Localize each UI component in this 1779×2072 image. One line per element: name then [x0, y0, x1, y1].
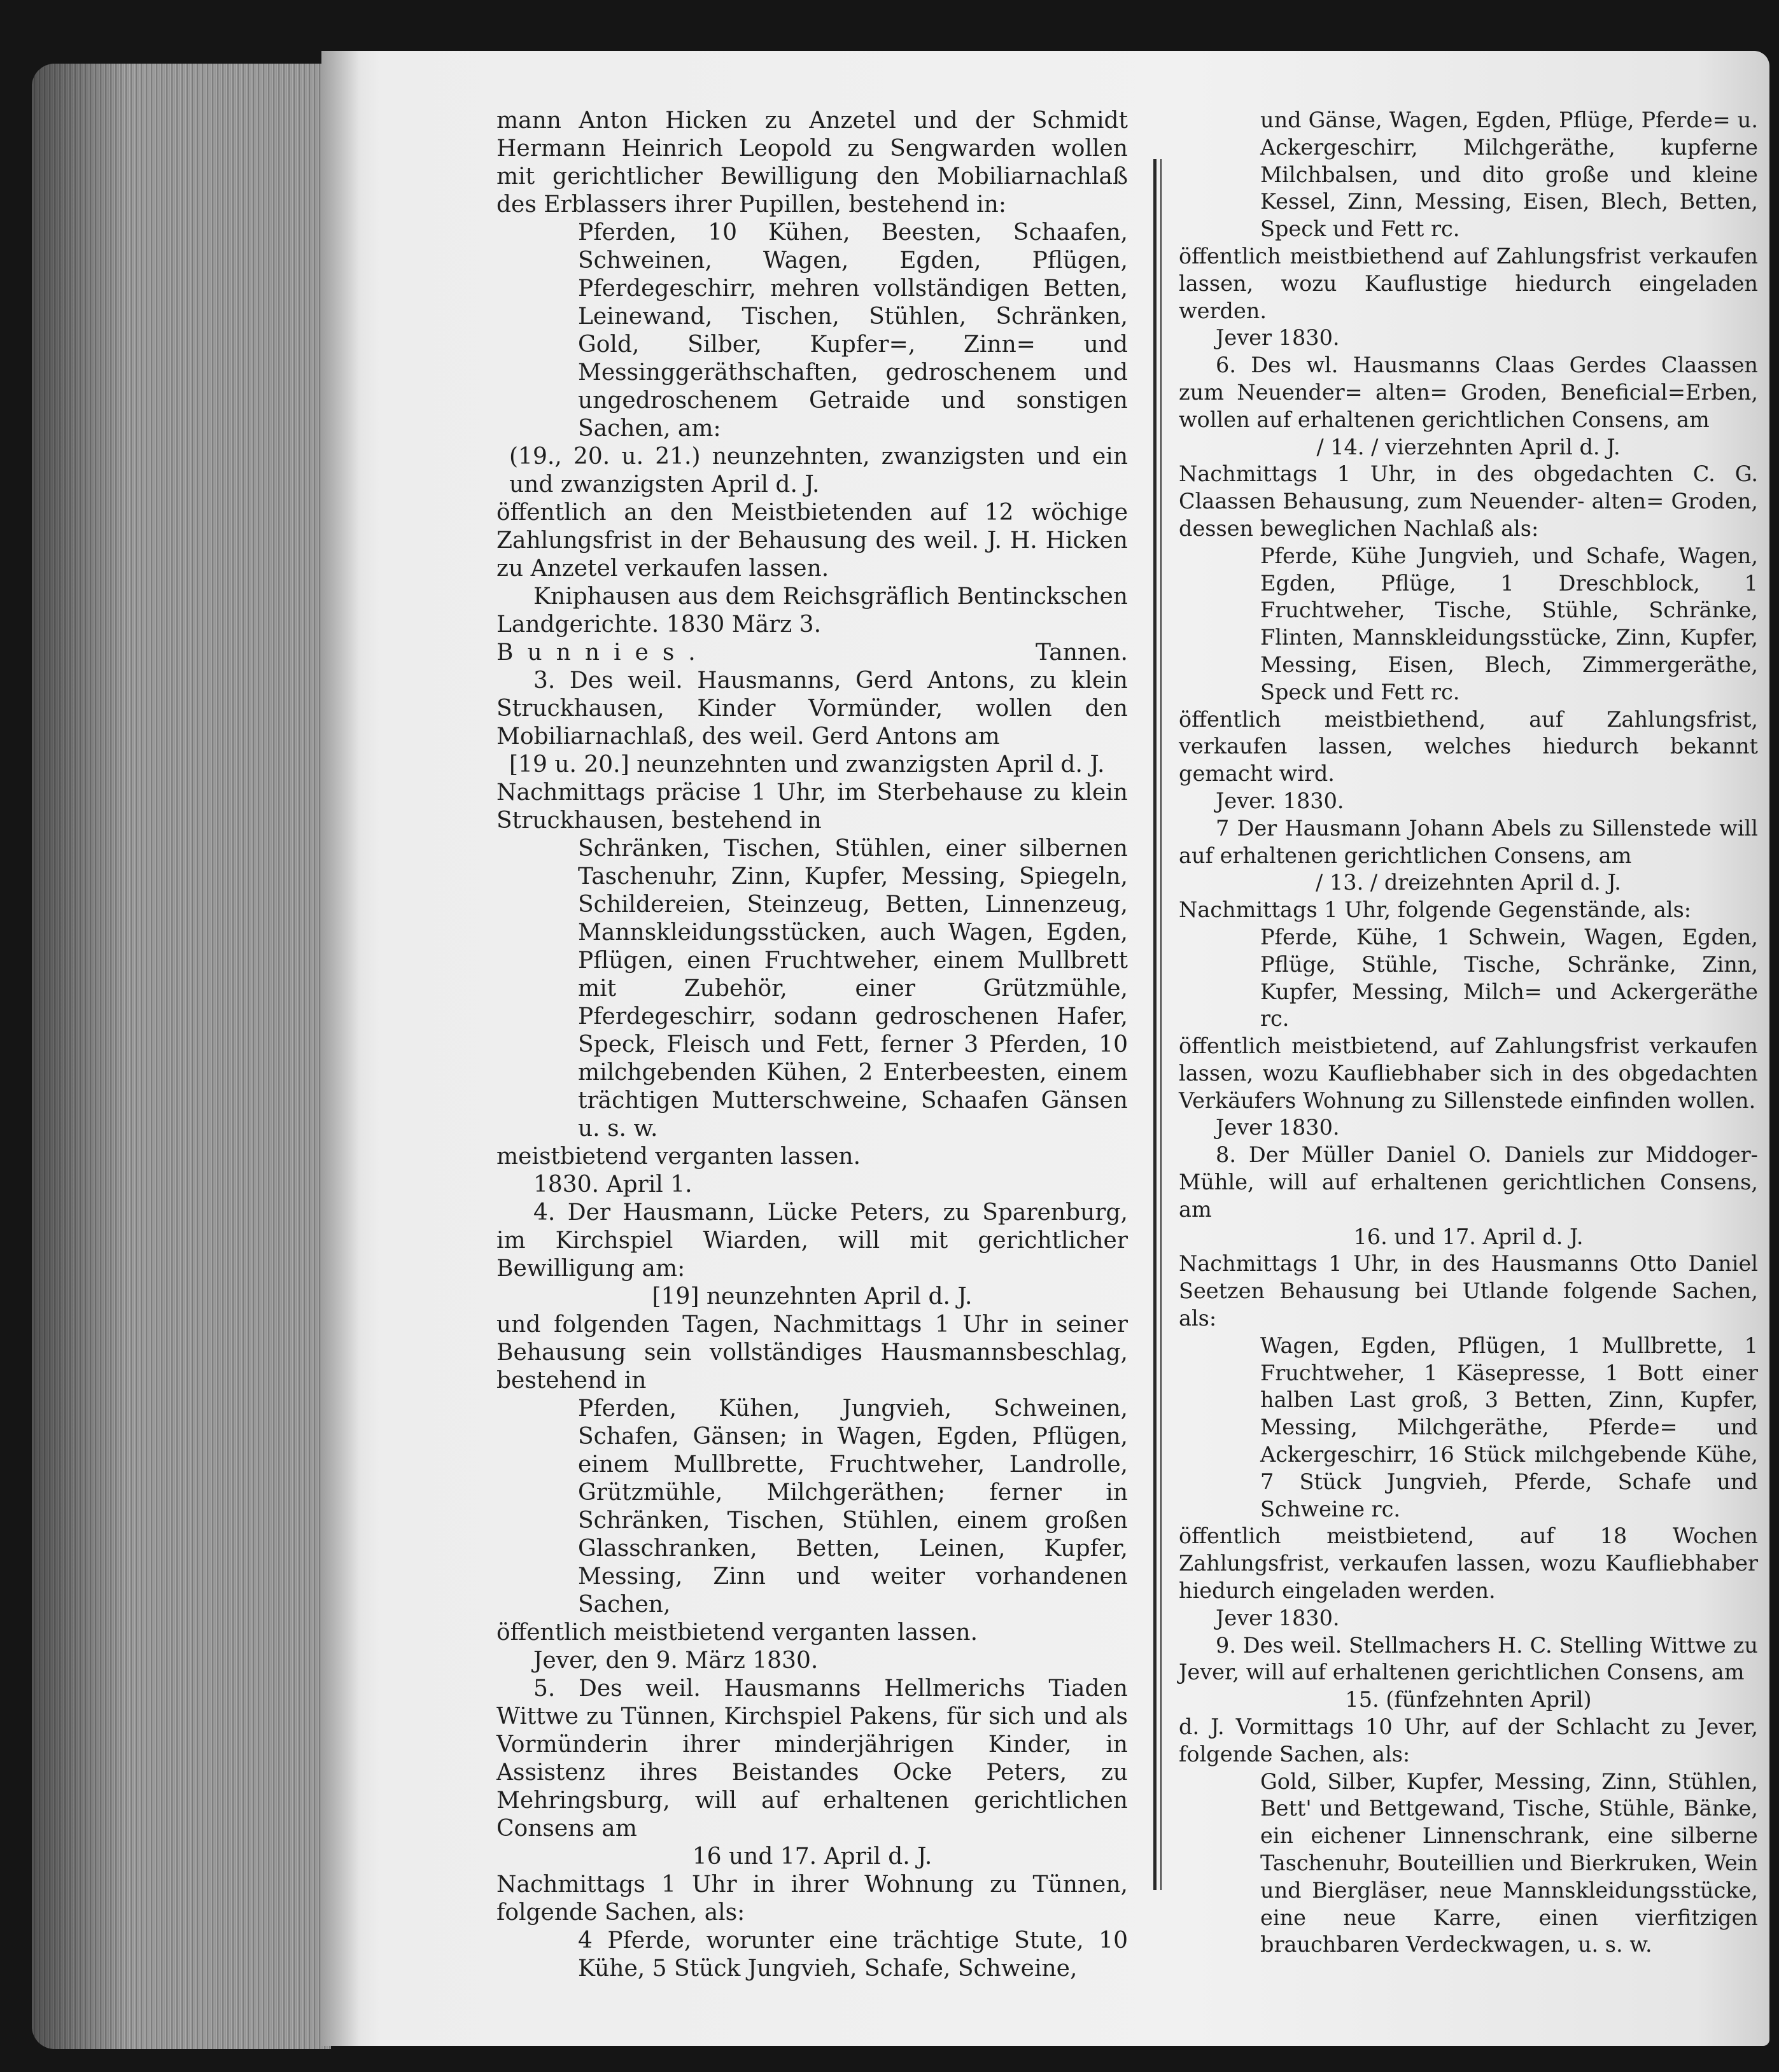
paragraph-indent: Jever, den 9. März 1830. [533, 1648, 819, 1674]
paragraph-sub: Gold, Silber, Kupfer, Messing, Zinn, Stühlen, Bett' und Bettgewand, Tische, Stühle, Bänke, ein eichener Linnenschrank, eine silberne Taschenuhr, Bouteillien und Bierkruken, Wein und Biergläser, neue Mannskleidungsstücke, eine neue Karre, einen vierfitzigen brauchbaren Verdeckwagen, u. s. w. [1260, 1768, 1758, 1957]
column-divider [1153, 159, 1157, 1890]
paragraph-indent: 5. Des weil. Hausmanns Hellmerichs Tiaden Wittwe zu Tünnen, Kirchspiel Pakens, für sich und als Vormünderin ihrer minderjährigen Kinder, in Assistenz ihres Beistandes Ocke Peters, zu Mehringsburg, will auf erhaltenen gerichtlichen Consens am [496, 1676, 1128, 1842]
paragraph-body: Nachmittags 1 Uhr, in des Hausmanns Otto Daniel Seetzen Behausung bei Utlande folgende Sachen, als: [1179, 1251, 1758, 1331]
paragraph-indent: 7 Der Hausmann Johann Abels zu Sillenstede will auf erhaltenen gerichtlichen Consens, am [1179, 815, 1758, 868]
paragraph-indent: 9. Des weil. Stellmachers H. C. Stelling Wittwe zu Jever, will auf erhaltenen gerichtlichen Consens, am [1179, 1632, 1758, 1685]
page-gutter-shadow [321, 51, 360, 2046]
paragraph-body: öffentlich meistbiethend auf Zahlungsfrist verkaufen lassen, wozu Kauflustige hiedurch eingeladen werden. [1179, 243, 1758, 323]
column-divider-thin [1160, 159, 1162, 1890]
left-column [496, 107, 1128, 1983]
paragraph-sub: Pferden, 10 Kühen, Beesten, Schaafen, Schweinen, Wagen, Egden, Pflügen, Pferdegeschirr, mehren vollständigen Betten, Leinewand, Tischen, Stühlen, Schränken, Gold, Silber, Kupfer=, Zinn= und Messinggeräthschaften, gedroschenem und ungedroschenem Getraide und sonstigen Sachen, am: [578, 220, 1128, 442]
paragraph-indent: Jever 1830. [1216, 1605, 1340, 1630]
paragraph-body: meistbietend verganten lassen. [496, 1144, 861, 1170]
paragraph-center: [19] neunzehnten April d. J. [652, 1284, 973, 1310]
paragraph-sub: und Gänse, Wagen, Egden, Pflüge, Pferde= u. Ackergeschirr, Milchgeräthe, kupferne Milchbalsen, und dito große und kleine Kessel, Zinn, Messing, Eisen, Blech, Betten, Speck und Fett rc. [1260, 108, 1758, 242]
paragraph-body: Nachmittags 1 Uhr, folgende Gegenstände, als: [1179, 897, 1692, 923]
right-column [1179, 107, 1758, 1959]
paragraph-center: / 13. / dreizehnten April d. J. [1316, 870, 1621, 895]
paragraph-body: Nachmittags 1 Uhr in ihrer Wohnung zu Tünnen, folgende Sachen, als: [496, 1872, 1128, 1926]
paragraph-sub: Wagen, Egden, Pflügen, 1 Mullbrette, 1 Fruchtweher, 1 Käsepresse, 1 Bott einer halben Last groß, 3 Betten, Zinn, Kupfer, Messing, Milchgeräthe, Pferde= und Ackergeschirr, 16 Stück milchgebende Kühe, 7 Stück Jungvieh, Pferde, Schafe und Schweine rc. [1260, 1333, 1758, 1522]
paragraph-body: öffentlich an den Meistbietenden auf 12 wöchige Zahlungsfrist in der Behausung des weil. J. H. Hicken zu Anzetel verkaufen lassen. [496, 500, 1128, 582]
paragraph-center: 16 und 17. April d. J. [692, 1844, 932, 1870]
paragraph-body: öffentlich meistbietend verganten lassen. [496, 1620, 978, 1646]
paragraph-center: 15. (fünfzehnten April) [1345, 1687, 1592, 1712]
heading-left: Bunnies. [496, 640, 710, 666]
paragraph-body: und folgenden Tagen, Nachmittags 1 Uhr in seiner Behausung sein vollständiges Hausmannsbeschlag, bestehend in [496, 1312, 1128, 1394]
paragraph-indent: 6. Des wl. Hausmanns Claas Gerdes Claassen zum Neuender= alten= Groden, Beneficial=Erben, wollen auf erhaltenen gerichtlichen Consens, am [1179, 353, 1758, 432]
paragraph-indent: 1830. April 1. [533, 1172, 693, 1198]
paragraph-body: öffentlich meistbiethend, auf Zahlungsfrist, verkaufen lassen, welches hiedurch bekannt gemacht wird. [1179, 706, 1758, 787]
place-heading [496, 639, 1128, 667]
paragraph-sub: Pferde, Kühe, 1 Schwein, Wagen, Egden, Pflüge, Stühle, Tische, Schränke, Zinn, Kupfer, Messing, Milch= und Ackergeräthe rc. [1260, 924, 1758, 1032]
paragraph-sub: Pferde, Kühe Jungvieh, und Schafe, Wagen, Egden, Pflüge, 1 Dreschblock, 1 Fruchtweher, Tische, Stühle, Schränke, Flinten, Mannskleidungsstücke, Zinn, Kupfer, Messing, Eisen, Blech, Zimmergeräthe, Speck und Fett rc. [1260, 543, 1758, 704]
paragraph-center: 16. und 17. April d. J. [1353, 1224, 1584, 1249]
paragraph-sub: Schränken, Tischen, Stühlen, einer silbernen Taschenuhr, Zinn, Kupfer, Messing, Spiegeln, Schildereien, Steinzeug, Betten, Linnenzeug, Mannskleidungsstücken, auch Wagen, Egden, Pflügen, einen Fruchtweher, einem Mullbrett mit Zubehör, einer Grützmühle, Pferdegeschirr, sodann gedroschenen Hafer, Speck, Fleisch und Fett, ferner 3 Pferden, 10 milchgebenden Kühen, 2 Enterbeesten, einem trächtigen Mutterschweine, Schaafen Gänsen u. s. w. [578, 836, 1128, 1142]
paragraph-sub: Pferden, Kühen, Jungvieh, Schweinen, Schafen, Gänsen; in Wagen, Egden, Pflügen, einem Mullbrette, Fruchtweher, Landrolle, Grützmühle, Milchgeräthen; ferner in Schränken, Tischen, Stühlen, einem großen Glasschranken, Betten, Leinen, Kupfer, Messing, Zinn und weiter vorhandenen Sachen, [578, 1396, 1128, 1618]
paragraph-indent: 3. Des weil. Hausmanns, Gerd Antons, zu klein Struckhausen, Kinder Vormünder, wollen den Mobiliarnachlaß, des weil. Gerd Antons am [496, 668, 1128, 750]
heading-right: Tannen. [1036, 640, 1128, 666]
paragraph-indent: Jever 1830. [1216, 1115, 1340, 1140]
paragraph-dates: (19., 20. u. 21.) neunzehnten, zwanzigsten und ein und zwanzigsten April d. J. [509, 444, 1128, 498]
paragraph-body: mann Anton Hicken zu Anzetel und der Schmidt Hermann Heinrich Leopold zu Sengwarden wollen mit gerichtlicher Bewilligung den Mobiliarnachlaß des Erblassers ihrer Pupillen, bestehend in: [496, 108, 1128, 218]
paragraph-indent: 8. Der Müller Daniel O. Daniels zur Middoger-Mühle, will auf erhaltenen gerichtlichen Consens, am [1179, 1142, 1758, 1222]
paragraph-center: / 14. / vierzehnten April d. J. [1316, 434, 1621, 459]
paragraph-indent: 4. Der Hausmann, Lücke Peters, zu Sparenburg, im Kirchspiel Wiarden, will mit gerichtlicher Bewilligung am: [496, 1200, 1128, 1282]
book-spine-shadow [32, 64, 127, 2049]
paragraph-indent: Jever 1830. [1216, 325, 1340, 351]
paragraph-sub: 4 Pferde, worunter eine trächtige Stute, 10 Kühe, 5 Stück Jungvieh, Schafe, Schweine, [578, 1928, 1128, 1982]
paragraph-dates: [19 u. 20.] neunzehnten und zwanzigsten April d. J. [509, 752, 1105, 778]
paragraph-body: Nachmittags 1 Uhr, in des obgedachten C. G. Claassen Behausung, zum Neuender- alten= Groden, dessen beweglichen Nachlaß als: [1179, 461, 1758, 541]
paragraph-indent: Kniphausen aus dem Reichsgräflich Bentinckschen Landgerichte. 1830 März 3. [496, 584, 1128, 638]
paragraph-body: Nachmittags präcise 1 Uhr, im Sterbehause zu klein Struckhausen, bestehend in [496, 780, 1128, 834]
paragraph-body: öffentlich meistbietend, auf Zahlungsfrist verkaufen lassen, wozu Kaufliebhaber sich in des obgedachten Verkäufers Wohnung zu Sillenstede einfinden wollen. [1179, 1033, 1758, 1113]
paragraph-indent: Jever. 1830. [1216, 788, 1344, 813]
paragraph-body: d. J. Vormittags 10 Uhr, auf der Schlacht zu Jever, folgende Sachen, als: [1179, 1714, 1758, 1767]
paragraph-body: öffentlich meistbietend, auf 18 Wochen Zahlungsfrist, verkaufen lassen, wozu Kaufliebhaber hiedurch eingeladen werden. [1179, 1523, 1758, 1604]
